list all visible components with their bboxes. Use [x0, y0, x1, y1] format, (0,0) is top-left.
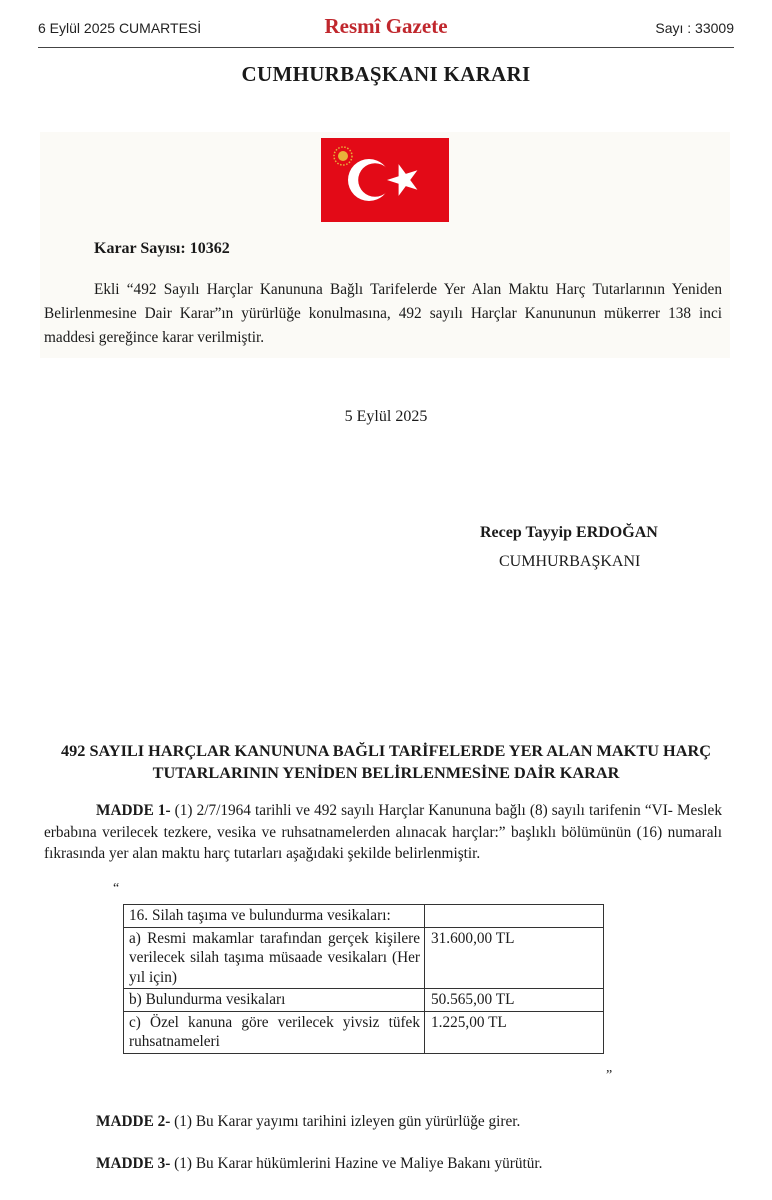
document-title: CUMHURBAŞKANI KARARI [241, 62, 531, 86]
article-1 [44, 800, 722, 865]
table-row [124, 927, 604, 989]
gazette-name: Resmî Gazete [324, 14, 448, 38]
article-2-text: (1) Bu Karar yayımı tarihini izleyen gün yürürlüğe girer. [170, 1113, 521, 1130]
article-1-text: (1) 2/7/1964 tarihli ve 492 sayılı Harçlar Kanununa bağlı (8) sayılı tarifenin “VI- Meslek erbabına verilecek tezkere, vesika ve ruhsatnamelerden alınacak harçlar:” başlıklı bölümünün (16) numaralı fıkrasında yer alan maktu harç tutarları aşağıdaki şekilde belirlenmiştir. [44, 802, 722, 862]
fee-amount: 31.600,00 TL [425, 927, 604, 989]
fee-amount: 50.565,00 TL [425, 989, 604, 1012]
fee-item: c) Özel kanuna göre verilecek yivsiz tüfek ruhsatnameleri [124, 1011, 425, 1053]
turkish-flag-icon [321, 138, 449, 222]
article-1-label: MADDE 1- [96, 802, 171, 819]
table-row [124, 1011, 604, 1053]
table-row [124, 989, 604, 1012]
annex-title: 492 SAYILI HARÇLAR KANUNUNA BAĞLI TARİFELERDE YER ALAN MAKTU HARÇ TUTARLARININ YENİDEN BELİRLENMESİNE DAİR KARAR [61, 741, 711, 782]
table-cell [425, 905, 604, 928]
fee-amount: 1.225,00 TL [425, 1011, 604, 1053]
article-3 [96, 1155, 542, 1173]
table-row [124, 905, 604, 928]
issue-number: Sayı : 33009 [655, 20, 734, 36]
article-3-label: MADDE 3- [96, 1155, 171, 1172]
article-2-label: MADDE 2- [96, 1113, 171, 1130]
article-3-text: (1) Bu Karar hükümlerini Hazine ve Maliye Bakanı yürütür. [170, 1155, 543, 1172]
signer-name: Recep Tayyip ERDOĞAN [480, 524, 658, 541]
header-divider [38, 47, 734, 48]
fee-table [123, 904, 604, 1054]
quote-close: ” [606, 1068, 613, 1083]
article-2 [96, 1113, 520, 1131]
signer-title: CUMHURBAŞKANI [499, 553, 641, 570]
fee-item: a) Resmi makamlar tarafından gerçek kişilere verilecek silah taşıma müsaade vesikaları (Her yıl için) [124, 927, 425, 989]
table-heading: 16. Silah taşıma ve bulundurma vesikaları: [124, 905, 425, 928]
header-date: 6 Eylül 2025 CUMARTESİ [38, 20, 202, 36]
decree-body: Ekli “492 Sayılı Harçlar Kanununa Bağlı Tarifelerde Yer Alan Maktu Harç Tutarlarının Yeniden Belirlenmesine Dair Karar”ın yürürlüğe konulmasına, 492 sayılı Harçlar Kanununun mükerrer 138 inci maddesi gereğince karar verilmiştir. [44, 281, 722, 346]
decree-number: Karar Sayısı: 10362 [94, 240, 230, 257]
decree-date: 5 Eylül 2025 [344, 408, 428, 425]
quote-open: “ [113, 881, 120, 896]
fee-item: b) Bulundurma vesikaları [124, 989, 425, 1012]
